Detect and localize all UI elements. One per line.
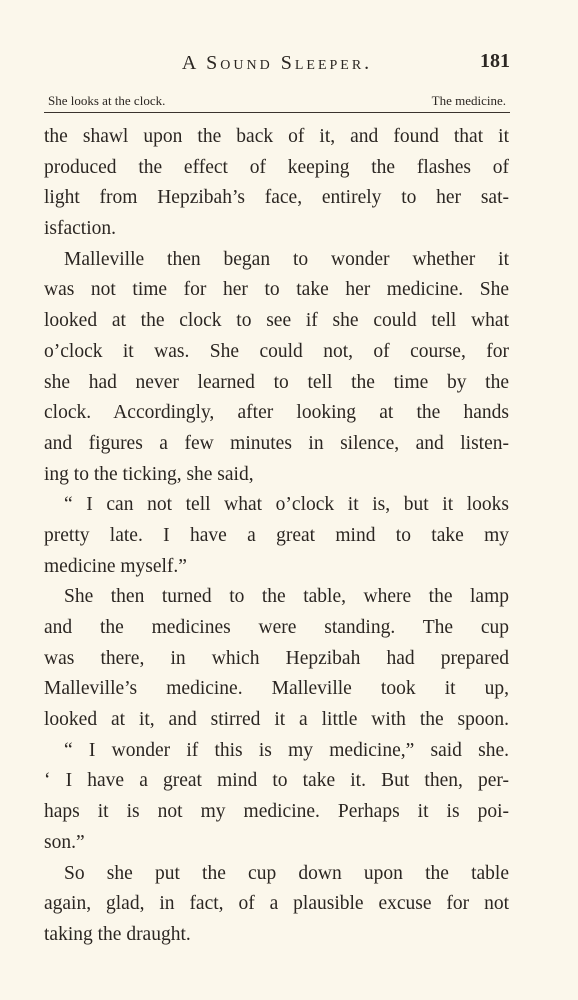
subheader-right: The medicine. [431,93,506,108]
text-line: looked at it, and stirred it a little with the spoon. [44,709,509,731]
body-text [44,122,509,951]
text-line: clock. Accordingly, after looking at the hands [44,402,509,424]
text-line: the shawl upon the back of it, and found that it [44,126,509,147]
subheader-left: She looks at the clock. [48,93,166,108]
text-line: and figures a few minutes in silence, and listen- [44,432,509,454]
text-line: and the medicines were standing. The cup [44,617,509,638]
text-line: She then turned to the table, where the lamp [64,586,509,608]
text-line: o’clock it was. She could not, of course, for [44,340,509,362]
text-line: produced the effect of keeping the flashes of [44,156,509,178]
page-number: 181 [480,50,510,72]
text-line: Malleville’s medicine. Malleville took it up, [44,678,509,700]
text-line: light from Hepzibah’s face, entirely to her sat- [44,187,509,209]
text-line: again, glad, in fact, of a plausible excuse for not [44,893,509,915]
text-line: medicine myself.” [44,555,187,577]
text-line: ‘ I have a great mind to take it. But then, per- [44,770,509,792]
text-line: haps it is not my medicine. Perhaps it is poi- [44,801,509,823]
text-line: Malleville then began to wonder whether it [64,248,509,270]
text-line: “ I wonder if this is my medicine,” said she. [64,739,509,761]
text-line: “ I can not tell what o’clock it is, but it looks [64,494,509,516]
text-line: taking the draught. [44,923,191,945]
text-line: So she put the cup down upon the table [64,862,509,884]
text-line: son.” [44,831,85,853]
running-title: A Sound Sleeper. [181,52,373,74]
running-head [44,44,510,80]
text-line: isfaction. [44,218,117,240]
text-line: she had never learned to tell the time by the [44,371,509,393]
text-line: pretty late. I have a great mind to take my [44,524,509,546]
text-line: was there, in which Hepzibah had prepared [44,647,509,669]
text-line: was not time for her to take her medicine. She [44,279,509,301]
section-subheader [44,90,510,113]
text-line: ing to the ticking, she said, [44,463,254,485]
text-line: looked at the clock to see if she could tell what [44,310,509,332]
